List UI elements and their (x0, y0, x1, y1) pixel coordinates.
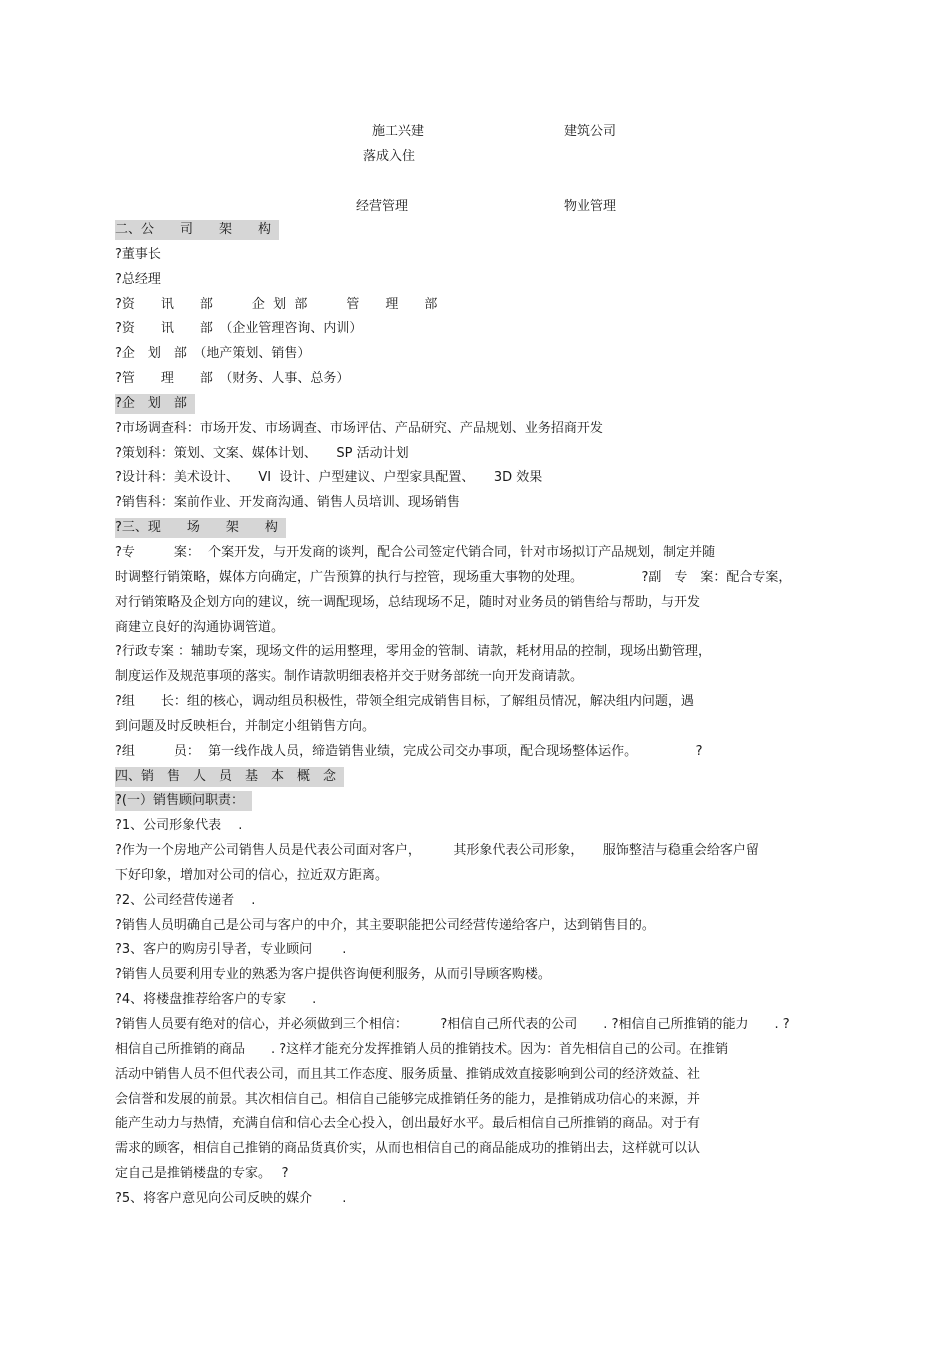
line-text: ?资 讯 部 企 划 部 管 理 部 (115, 296, 438, 312)
text-line (115, 1137, 835, 1162)
line-text: ?(一）销售顾问职责： (115, 791, 252, 811)
line-text: ?1、公司形象代表 . (115, 818, 243, 834)
line-text: 相信自己所推销的商品 . ?这样才能充分发挥推销人员的推销技术。因为：首先相信自己的公司。在推销 (115, 1041, 729, 1057)
line-text: ?总经理 (115, 271, 161, 287)
line-text: 四、销 售 人 员 基 本 概 念 (115, 767, 344, 787)
text-line (115, 442, 835, 467)
line-text: 能产生动力与热情，充满自信和信心去全心投入，创出最好水平。最后相信自己所推销的商品。对于有 (115, 1116, 701, 1132)
text-line (115, 839, 835, 864)
line-text: 会信誉和发展的前景。其次相信自己。相信自己能够完成推销任务的能力，是推销成功信心的来源，并 (115, 1091, 701, 1107)
line-text: 下好印象，增加对公司的信心，拉近双方距离。 (115, 867, 389, 883)
line-text: ?组 员： 第一线作战人员，缔造销售业绩，完成公司交办事项，配合现场整体运作。 ? (115, 743, 703, 759)
line-text: ?企 划 部 (115, 394, 195, 414)
text-line (115, 243, 835, 268)
text-line (115, 1162, 835, 1187)
section-heading (115, 765, 835, 790)
text-line (115, 715, 835, 740)
text-line (115, 1187, 835, 1212)
section-heading (115, 516, 835, 541)
text-line (115, 640, 835, 665)
text-line (115, 988, 835, 1013)
text-line (115, 665, 835, 690)
line-text: ?管 理 部 （财务、人事、总务） (115, 371, 350, 387)
section-heading (115, 789, 835, 814)
text-line (115, 616, 835, 641)
text-line (115, 814, 835, 839)
line-text: ?三、现 场 架 构 (115, 518, 286, 538)
diagram-label-construction: 施工兴建 (372, 124, 425, 139)
line-text: 到问题及时反映柜台，并制定小组销售方向。 (115, 718, 376, 734)
text-line (115, 938, 835, 963)
document-body (115, 218, 835, 1212)
line-text: ?5、将客户意见向公司反映的媒介 . (115, 1190, 347, 1206)
line-text: ?作为一个房地产公司销售人员是代表公司面对客户， 其形象代表公司形象， 服饰整洁与稳重会给客户留 (115, 843, 759, 859)
text-line (115, 740, 835, 765)
text-line (115, 1063, 835, 1088)
text-line (115, 293, 835, 318)
text-line (115, 268, 835, 293)
line-text: 对行销策略及企划方向的建议，统一调配现场，总结现场不足，随时对业务员的销售给与帮助，与开发 (115, 594, 701, 610)
text-line (115, 914, 835, 939)
text-line (115, 1038, 835, 1063)
line-text: ?2、公司经营传递者 . (115, 892, 256, 908)
diagram-label-operation-management: 经营管理 (356, 199, 409, 214)
line-text: 二、公 司 架 构 (115, 220, 279, 240)
line-text: ?企 划 部 （地产策划、销售） (115, 346, 311, 362)
text-line (115, 1088, 835, 1113)
section-heading (115, 218, 835, 243)
text-line (115, 864, 835, 889)
diagram-label-property-management: 物业管理 (564, 199, 617, 214)
diagram-label-building-company: 建筑公司 (564, 124, 617, 139)
text-line (115, 1013, 835, 1038)
line-text: ?专 案： 个案开发，与开发商的谈判，配合公司签定代销合同，针对市场拟订产品规划，制定并随 (115, 544, 716, 560)
line-text: ?行政专案 ：辅助专案，现场文件的运用整理，零用金的管制、请款，耗材用品的控制，现场出勤管理， (115, 644, 712, 660)
text-line (115, 690, 835, 715)
text-line (115, 963, 835, 988)
line-text: ?销售科：案前作业、开发商沟通、销售人员培训、现场销售 (115, 495, 460, 511)
text-line (115, 466, 835, 491)
text-line (115, 491, 835, 516)
line-text: ?销售人员明确自己是公司与客户的中介，其主要职能把公司经营传递给客户，达到销售目的。 (115, 917, 655, 933)
text-line (115, 417, 835, 442)
line-text: ?资 讯 部 （企业管理咨询、内训） (115, 321, 363, 337)
text-line (115, 317, 835, 342)
text-line (115, 541, 835, 566)
diagram-label-move-in: 落成入住 (363, 149, 416, 164)
line-text: ?市场调查科：市场开发、市场调查、市场评估、产品研究、产品规划、业务招商开发 (115, 420, 603, 436)
line-text: 定自己是推销楼盘的专家。 ? (115, 1166, 289, 1182)
line-text: ?董事长 (115, 246, 161, 262)
text-line (115, 367, 835, 392)
line-text: 制度运作及规范事项的落实。制作请款明细表格并交于财务部统一向开发商请款。 (115, 669, 584, 685)
text-line (115, 1112, 835, 1137)
line-text: ?策划科：策划、文案、媒体计划、 SP 活动计划 (115, 445, 409, 461)
line-text: 需求的顾客，相信自己推销的商品货真价实，从而也相信自己的商品能成功的推销出去，这样就可以认 (115, 1141, 701, 1157)
line-text: ?4、将楼盘推荐给客户的专家 . (115, 992, 317, 1008)
line-text: 时调整行销策略，媒体方向确定，广告预算的执行与控管，现场重大事物的处理。 ?副 专 案：配合专案， (115, 569, 792, 585)
line-text: ?设计科：美术设计、 VI 设计、户型建议、户型家具配置、 3D 效果 (115, 470, 543, 486)
text-line (115, 591, 835, 616)
line-text: 商建立良好的沟通协调管道。 (115, 619, 285, 635)
line-text: ?销售人员要有绝对的信心，并必须做到三个相信： ?相信自己所代表的公司 . ?相信自己所推销的能力 . ? (115, 1017, 790, 1032)
section-heading (115, 392, 835, 417)
line-text: 活动中销售人员不但代表公司，而且其工作态度、服务质量、推销成效直接影响到公司的经济效益、社 (115, 1066, 701, 1082)
line-text: ?3、客户的购房引导者，专业顾问 . (115, 942, 347, 958)
line-text: ?销售人员要利用专业的熟悉为客户提供咨询便利服务，从而引导顾客购楼。 (115, 967, 551, 983)
text-line (115, 566, 835, 591)
text-line (115, 889, 835, 914)
text-line (115, 342, 835, 367)
line-text: ?组 长：组的核心，调动组员积极性，带领全组完成销售目标，了解组员情况，解决组内问题，遇 (115, 694, 694, 710)
